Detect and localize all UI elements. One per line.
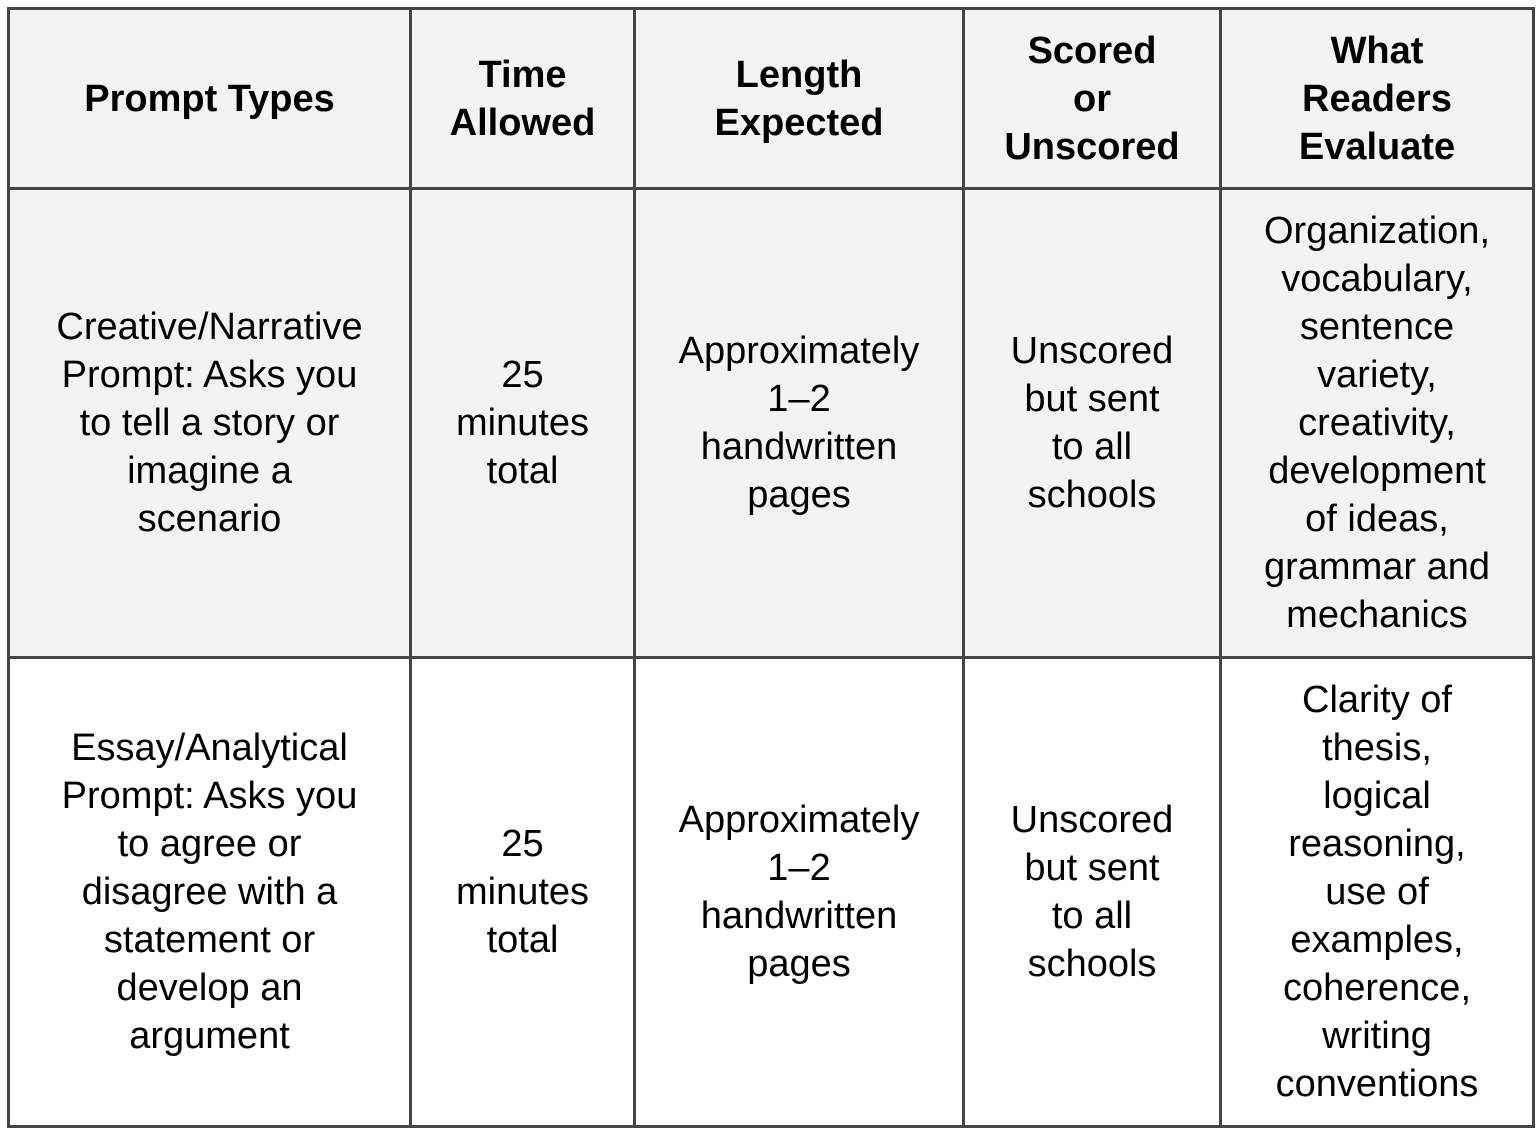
cell-text-line: to tell a story or [79,402,340,444]
cell-text-line: Allowed [449,101,596,144]
cell-text-line: mechanics [1286,594,1468,636]
cell-evaluate [1221,189,1534,658]
cell-text-line: imagine a [127,450,292,492]
cell-text-line: Prompt Types [84,77,335,120]
cell-text-line: to all [1051,426,1133,468]
cell-text-line: Organization, [1263,210,1490,252]
cell-length-expected [635,189,964,658]
cell-text-line: variety, [1317,354,1437,396]
cell-text-line: use of [1325,871,1429,913]
cell-text-line: Approximately [678,799,920,841]
cell-text-line: Expected [714,101,884,144]
cell-text-line: to all [1051,895,1133,937]
cell-text-line: Unscored [1004,125,1180,168]
cell-text-line: minutes [455,871,590,913]
cell-text-line: Time [478,53,567,96]
cell-text-line: examples, [1290,919,1464,961]
cell-text-line: scenario [137,498,282,540]
cell-text-line: coherence, [1282,967,1471,1009]
cell-text-line: Unscored [1010,330,1174,372]
cell-text-line: Prompt: Asks you [61,775,358,817]
cell-text-line: reasoning, [1288,823,1466,865]
cell-text-line: writing [1322,1015,1432,1057]
cell-text-line: argument [129,1015,290,1057]
cell-text-line: Clarity of [1302,679,1452,721]
cell-text-line: develop an [116,967,303,1009]
cell-text-line: of ideas, [1305,498,1449,540]
header-what-readers-evaluate [1221,9,1534,189]
cell-text-line: Readers [1302,77,1452,120]
cell-text-line: creativity, [1298,402,1456,444]
cell-text-line: Scored [1027,29,1157,72]
header-time-allowed [411,9,635,189]
cell-text-line: 1–2 [767,847,831,889]
cell-text-line: but sent [1024,847,1160,889]
cell-text-line: or [1073,77,1111,120]
cell-text-line: but sent [1024,378,1160,420]
cell-text-line: Approximately [678,330,920,372]
cell-text-line: 25 [501,823,544,865]
prompt-types-table [7,7,1535,1128]
cell-text-line: total [486,450,559,492]
cell-text-line: minutes [455,402,590,444]
cell-prompt-type [9,658,411,1127]
cell-text-line: sentence [1299,306,1455,348]
cell-scored [964,658,1221,1127]
cell-text-line: Prompt: Asks you [61,354,358,396]
cell-text-line: schools [1027,474,1157,516]
cell-scored [964,189,1221,658]
cell-text-line: thesis, [1322,727,1432,769]
cell-text-line: schools [1027,943,1157,985]
cell-text-line: handwritten [700,895,898,937]
cell-length-expected [635,658,964,1127]
cell-text-line: Unscored [1010,799,1174,841]
header-row [9,9,1534,189]
cell-prompt-type [9,189,411,658]
cell-time-allowed [411,189,635,658]
cell-text-line: development [1268,450,1486,492]
cell-text-line: 25 [501,354,544,396]
header-length-expected [635,9,964,189]
cell-text-line: statement or [103,919,316,961]
cell-text-line: What [1330,29,1424,72]
cell-text-line: Essay/Analytical [71,727,348,769]
cell-text-line: vocabulary, [1281,258,1473,300]
cell-text-line: Creative/Narrative [56,306,363,348]
cell-text-line: conventions [1275,1063,1479,1105]
cell-text-line: to agree or [117,823,302,865]
cell-text-line: disagree with a [81,871,338,913]
cell-text-line: handwritten [700,426,898,468]
cell-text-line: pages [747,943,851,985]
cell-text-line: Length [735,53,863,96]
table-row [9,658,1534,1127]
cell-text-line: total [486,919,559,961]
cell-text-line: 1–2 [767,378,831,420]
cell-text-line: pages [747,474,851,516]
cell-text-line: grammar and [1264,546,1490,588]
cell-evaluate [1221,658,1534,1127]
cell-text-line: Evaluate [1298,125,1456,168]
header-prompt-types [9,9,411,189]
header-scored-or-unscored [964,9,1221,189]
cell-text-line: logical [1323,775,1431,817]
table-row [9,189,1534,658]
cell-time-allowed [411,658,635,1127]
